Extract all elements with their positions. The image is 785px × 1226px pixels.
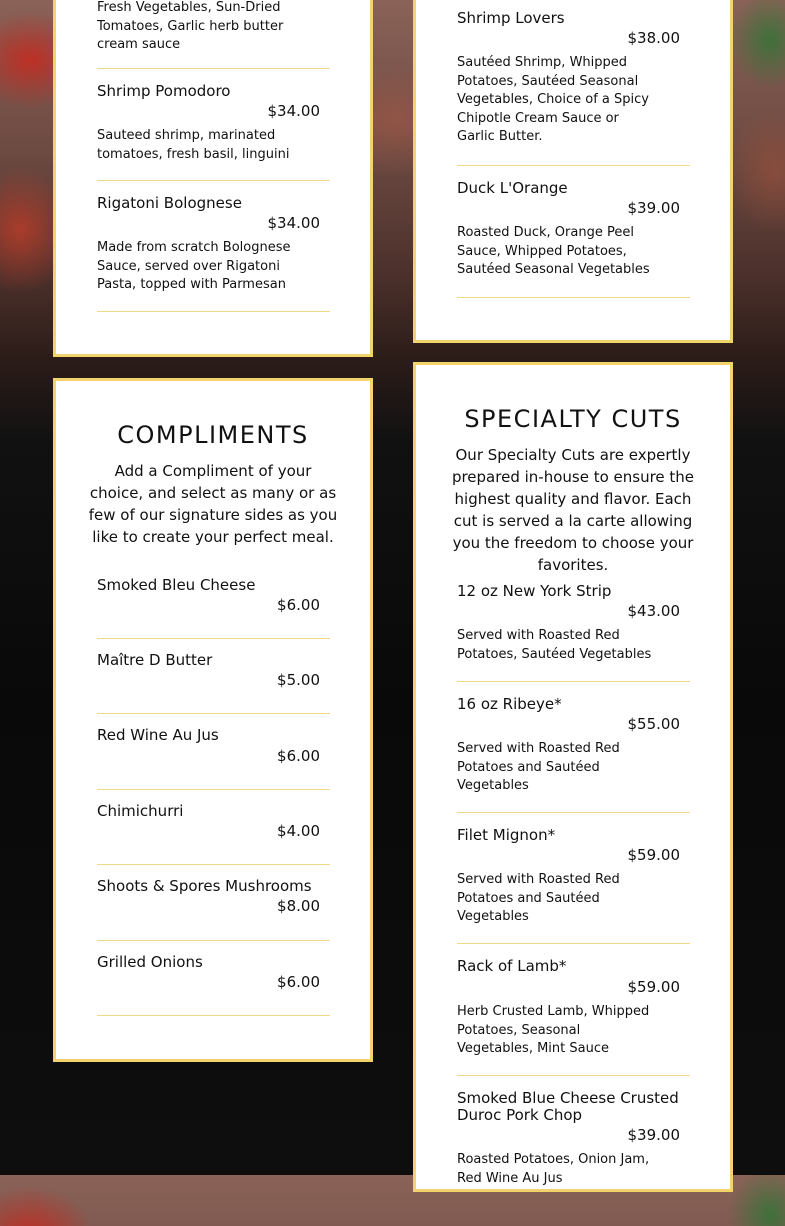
menu-item <box>97 181 330 312</box>
item-name: Grilled Onions <box>97 953 203 971</box>
item-name: Shoots & Spores Mushrooms <box>97 877 312 895</box>
item-name: Smoked Blue Cheese Crusted Duroc Pork Chop <box>457 1089 679 1124</box>
item-name: Rigatoni Bolognese <box>97 194 242 212</box>
menu-item <box>97 714 330 790</box>
item-price: $6.00 <box>277 596 320 614</box>
menu-item <box>457 0 690 166</box>
item-price: $59.00 <box>627 978 680 996</box>
item-price: $55.00 <box>627 715 680 733</box>
menu-item <box>457 1076 690 1226</box>
item-price: $8.00 <box>277 897 320 915</box>
menu-card-compliments <box>53 378 373 1062</box>
menu-item <box>97 941 330 1016</box>
menu-card-pasta <box>53 0 373 357</box>
item-price: $5.00 <box>277 671 320 689</box>
item-name: Chimichurri <box>97 802 184 820</box>
item-name: Maître D Butter <box>97 651 213 669</box>
item-price: $39.00 <box>627 199 680 217</box>
item-price: $43.00 <box>627 602 680 620</box>
item-name: Duck L'Orange <box>457 179 568 197</box>
item-description: Roasted Duck, Orange Peel Sauce, Whipped Potatoes, Sautéed Seasonal Vegetables <box>457 225 650 277</box>
item-price: $6.00 <box>277 747 320 765</box>
item-name: Smoked Bleu Cheese <box>97 576 256 594</box>
item-name: Red Wine Au Jus <box>97 726 219 744</box>
section-title: COMPLIMENTS <box>117 421 309 449</box>
menu-card-entrees <box>413 0 733 343</box>
item-name: Shrimp Pomodoro <box>97 82 231 100</box>
item-name: Rack of Lamb* <box>457 957 567 975</box>
item-description: Sautéed Shrimp, Whipped Potatoes, Sautéed Seasonal Vegetables, Choice of a Spicy Chipotle Cream Sauce or Garlic Butter. <box>457 55 649 144</box>
item-description: Sauteed shrimp, marinated tomatoes, fresh basil, linguini <box>97 128 290 162</box>
item-price: $39.00 <box>627 1126 680 1144</box>
item-name: Shrimp Lovers <box>457 9 565 27</box>
item-price: $34.00 <box>267 214 320 232</box>
menu-item <box>457 944 690 1076</box>
item-name: Filet Mignon* <box>457 826 556 844</box>
menu-card-specialty-cuts <box>413 362 733 1192</box>
menu-item <box>457 569 690 682</box>
menu-item <box>97 69 330 181</box>
item-price: $38.00 <box>627 29 680 47</box>
item-name: 12 oz New York Strip <box>457 582 612 600</box>
item-price: $34.00 <box>267 102 320 120</box>
item-description: Made from scratch Bolognese Sauce, served over Rigatoni Pasta, topped with Parmesan <box>97 240 291 292</box>
menu-item <box>457 682 690 813</box>
item-description: Fresh Vegetables, Sun-Dried Tomatoes, Garlic herb butter cream sauce <box>97 0 284 52</box>
item-description: Herb Crusted Lamb, Whipped Potatoes, Seasonal Vegetables, Mint Sauce <box>457 1004 650 1056</box>
section-title: SPECIALTY CUTS <box>464 405 682 433</box>
item-description: Roasted Potatoes, Onion Jam, Red Wine Au Jus <box>457 1152 650 1186</box>
menu-item <box>97 865 330 941</box>
section-intro: Add a Compliment of your choice, and select as many or as few of our signature sides as you like to create your perfect meal. <box>88 462 338 546</box>
section-intro: Our Specialty Cuts are expertly prepared in-house to ensure the highest quality and flavor. Each cut is served a la carte allowing you the freedom to choose your favorites. <box>451 446 695 574</box>
menu-item <box>97 563 330 639</box>
item-price: $4.00 <box>277 822 320 840</box>
item-price: $59.00 <box>627 846 680 864</box>
item-description: Served with Roasted Red Potatoes, Sautéed Vegetables <box>457 628 652 662</box>
menu-item <box>97 790 330 865</box>
item-price: $6.00 <box>277 973 320 991</box>
item-description: Served with Roasted Red Potatoes and Sautéed Vegetables <box>457 741 620 793</box>
item-description: Served with Roasted Red Potatoes and Sautéed Vegetables <box>457 872 620 924</box>
menu-item <box>457 813 690 944</box>
menu-item <box>97 0 330 69</box>
menu-item <box>97 639 330 714</box>
item-name: 16 oz Ribeye* <box>457 695 562 713</box>
menu-item <box>457 166 690 298</box>
